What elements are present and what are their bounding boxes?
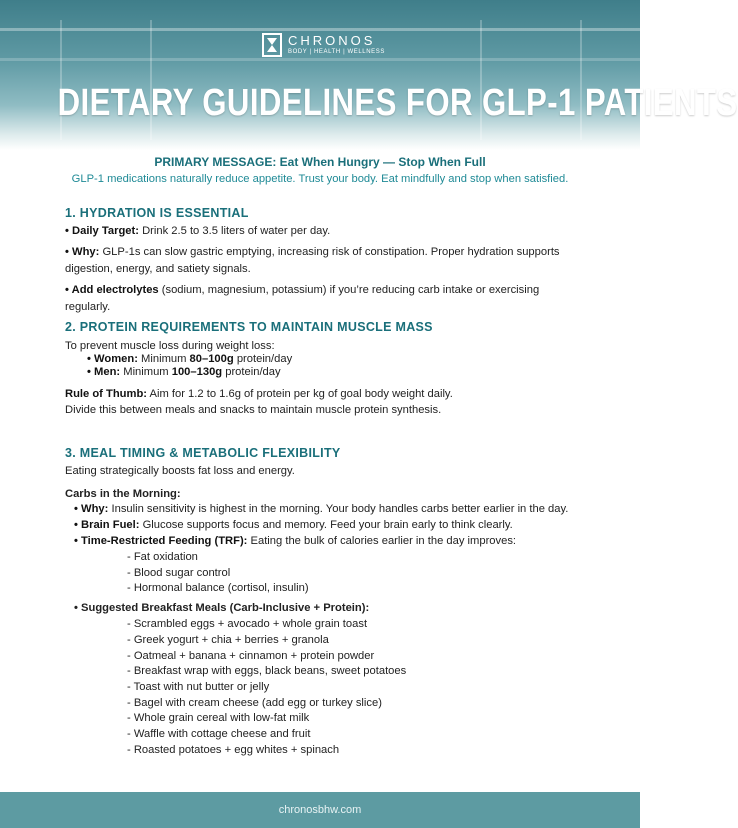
hydration-why: • Why: GLP-1s can slow gastric emptying, increasing risk of constipation. Proper hydration supports — [65, 246, 560, 258]
protein-rule-of-thumb: Rule of Thumb: Aim for 1.2 to 1.6g of protein per kg of goal body weight daily. — [65, 388, 453, 400]
meal-item: - Greek yogurt + chia + berries + granola — [127, 634, 329, 646]
brand-name: CHRONOS — [288, 32, 376, 48]
hourglass-icon — [262, 33, 282, 57]
carbs-trf: • Time-Restricted Feeding (TRF): Eating the bulk of calories earlier in the day improves: — [74, 535, 517, 547]
section-3-heading: 3. MEAL TIMING & METABOLIC FLEXIBILITY — [65, 446, 341, 460]
meal-item: - Toast with nut butter or jelly — [127, 681, 270, 693]
section-1-heading: 1. HYDRATION IS ESSENTIAL — [65, 206, 249, 220]
section-2-heading: 2. PROTEIN REQUIREMENTS TO MAINTAIN MUSCLE MASS — [65, 320, 433, 334]
meal-item: - Oatmeal + banana + cinnamon + protein powder — [127, 650, 375, 662]
carbs-brain-fuel: • Brain Fuel: Glucose supports focus and memory. Feed your brain early to think clearly. — [74, 519, 513, 531]
hydration-why-cont: digestion, energy, and satiety signals. — [65, 263, 251, 275]
protein-women: • Women: Minimum 80–100g protein/day — [87, 353, 293, 365]
breakfast-heading: • Suggested Breakfast Meals (Carb-Inclusive + Protein): — [74, 602, 370, 614]
meal-item: - Bagel with cream cheese (add egg or turkey slice) — [127, 697, 382, 709]
protein-intro: To prevent muscle loss during weight loss: — [65, 340, 275, 352]
protein-rule-cont: Divide this between meals and snacks to maintain muscle protein synthesis. — [65, 404, 442, 416]
trf-item: - Hormonal balance (cortisol, insulin) — [127, 582, 309, 594]
hydration-daily-target: • Daily Target: Drink 2.5 to 3.5 liters of water per day. — [65, 225, 331, 237]
carbs-why: • Why: Insulin sensitivity is highest in the morning. Your body handles carbs better earlier in the day. — [74, 503, 569, 515]
primary-message-text: GLP-1 medications naturally reduce appetite. Trust your body. Eat mindfully and stop when satisfied. — [71, 173, 569, 185]
meal-item: - Breakfast wrap with eggs, black beans, sweet potatoes — [127, 665, 407, 677]
hydration-electrolytes: • Add electrolytes (sodium, magnesium, potassium) if you’re reducing carb intake or exercising regularly. — [65, 284, 540, 313]
footer-bar — [0, 792, 640, 828]
meal-item: - Whole grain cereal with low-fat milk — [127, 712, 310, 724]
brand-logo[interactable] — [262, 32, 385, 58]
timing-intro: Eating strategically boosts fat loss and energy. — [65, 465, 295, 477]
brand-tagline: BODY | HEALTH | WELLNESS — [288, 48, 385, 55]
protein-men: • Men: Minimum 100–130g protein/day — [87, 366, 281, 378]
footer-url[interactable]: chronosbhw.com — [278, 804, 362, 816]
primary-message-heading: PRIMARY MESSAGE: Eat When Hungry — Stop When Full — [154, 155, 486, 169]
carbs-heading: Carbs in the Morning: — [65, 488, 181, 500]
meal-item: - Scrambled eggs + avocado + whole grain toast — [127, 618, 368, 630]
meal-item: - Roasted potatoes + egg whites + spinach — [127, 744, 340, 756]
header-banner — [0, 0, 738, 150]
trf-item: - Blood sugar control — [127, 567, 231, 579]
trf-item: - Fat oxidation — [127, 551, 198, 563]
page-title: DIETARY GUIDELINES FOR GLP-1 PATIENTS — [57, 82, 738, 124]
meal-item: - Waffle with cottage cheese and fruit — [127, 728, 311, 740]
